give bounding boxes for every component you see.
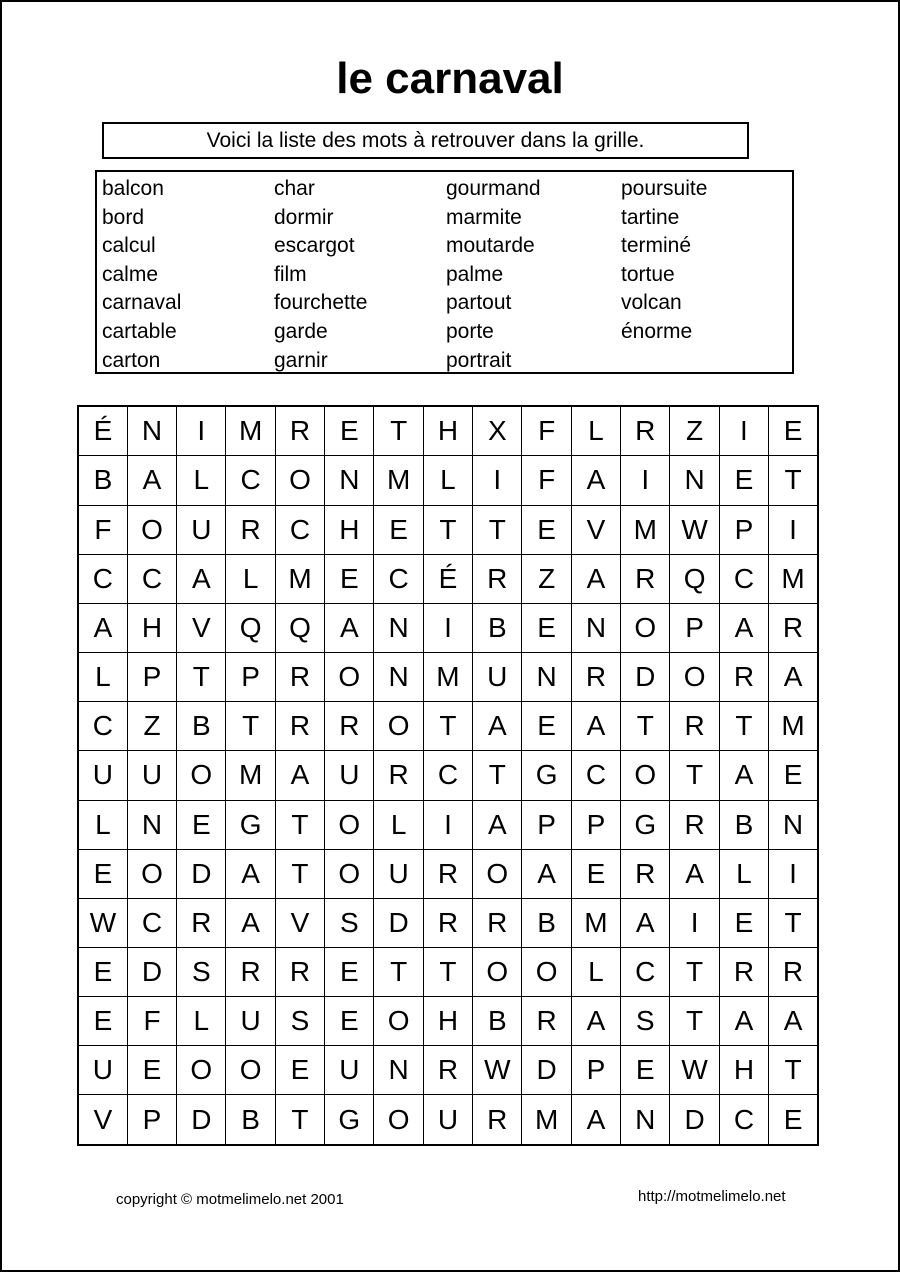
grid-cell-letter: R <box>621 554 670 603</box>
word-list-item: moutarde <box>446 234 535 258</box>
instruction-box <box>102 122 749 159</box>
grid-cell-letter: T <box>275 1095 324 1145</box>
grid-cell-letter: E <box>78 997 127 1046</box>
grid-cell-letter: G <box>325 1095 374 1145</box>
grid-cell-letter: P <box>670 603 719 652</box>
grid-cell-letter: M <box>275 554 324 603</box>
grid-cell-letter: X <box>473 406 522 456</box>
grid-row <box>78 406 818 456</box>
grid-cell-letter: E <box>275 1046 324 1095</box>
word-list-item: énorme <box>621 319 693 343</box>
grid-cell-letter: O <box>374 997 423 1046</box>
grid-cell-letter: R <box>621 849 670 898</box>
grid-cell-letter: A <box>571 554 620 603</box>
grid-cell-letter: E <box>325 997 374 1046</box>
grid-cell-letter: O <box>325 653 374 702</box>
grid-cell-letter: A <box>226 898 275 947</box>
grid-cell-letter: E <box>769 1095 818 1145</box>
grid-cell-letter: R <box>423 898 472 947</box>
word-list-item: calme <box>102 262 159 286</box>
grid-cell-letter: E <box>522 505 571 554</box>
grid-cell-letter: U <box>325 751 374 800</box>
grid-cell-letter: S <box>177 947 226 996</box>
grid-cell-letter: F <box>127 997 176 1046</box>
grid-cell-letter: E <box>78 849 127 898</box>
grid-cell-letter: U <box>374 849 423 898</box>
grid-cell-letter: E <box>177 800 226 849</box>
grid-cell-letter: O <box>621 603 670 652</box>
instruction-text: Voici la liste des mots à retrouver dans la grille. <box>206 128 645 152</box>
grid-cell-letter: R <box>473 898 522 947</box>
grid-cell-letter: É <box>423 554 472 603</box>
grid-cell-letter: M <box>571 898 620 947</box>
grid-cell-letter: G <box>621 800 670 849</box>
grid-cell-letter: W <box>473 1046 522 1095</box>
grid-cell-letter: L <box>571 947 620 996</box>
grid-cell-letter: A <box>177 554 226 603</box>
grid-cell-letter: L <box>78 653 127 702</box>
grid-cell-letter: O <box>473 849 522 898</box>
grid-row <box>78 1046 818 1095</box>
grid-cell-letter: A <box>571 997 620 1046</box>
grid-cell-letter: P <box>127 1095 176 1145</box>
grid-cell-letter: A <box>719 997 768 1046</box>
grid-cell-letter: A <box>127 456 176 505</box>
grid-cell-letter: Q <box>670 554 719 603</box>
grid-cell-letter: R <box>670 800 719 849</box>
grid-cell-letter: T <box>769 456 818 505</box>
grid-cell-letter: O <box>325 800 374 849</box>
grid-cell-letter: U <box>177 505 226 554</box>
grid-cell-letter: L <box>423 456 472 505</box>
grid-cell-letter: M <box>374 456 423 505</box>
grid-cell-letter: D <box>177 1095 226 1145</box>
grid-cell-letter: C <box>226 456 275 505</box>
grid-cell-letter: V <box>275 898 324 947</box>
grid-cell-letter: I <box>473 456 522 505</box>
grid-cell-letter: B <box>78 456 127 505</box>
grid-row <box>78 554 818 603</box>
grid-cell-letter: T <box>275 800 324 849</box>
grid-cell-letter: N <box>127 800 176 849</box>
grid-cell-letter: R <box>423 1046 472 1095</box>
grid-cell-letter: B <box>473 603 522 652</box>
grid-cell-letter: Z <box>522 554 571 603</box>
grid-cell-letter: O <box>127 505 176 554</box>
word-list-item: marmite <box>446 205 522 229</box>
grid-cell-letter: D <box>522 1046 571 1095</box>
grid-cell-letter: M <box>769 702 818 751</box>
grid-cell-letter: S <box>325 898 374 947</box>
grid-cell-letter: M <box>226 406 275 456</box>
word-list-item: calcul <box>102 234 156 258</box>
grid-cell-letter: I <box>769 505 818 554</box>
grid-cell-letter: R <box>226 505 275 554</box>
grid-cell-letter: R <box>275 406 324 456</box>
grid-cell-letter: U <box>78 1046 127 1095</box>
grid-cell-letter: E <box>571 849 620 898</box>
grid-cell-letter: D <box>127 947 176 996</box>
grid-cell-letter: V <box>571 505 620 554</box>
grid-cell-letter: A <box>670 849 719 898</box>
word-list-item: portrait <box>446 348 512 372</box>
grid-cell-letter: T <box>670 997 719 1046</box>
grid-cell-letter: E <box>78 947 127 996</box>
word-list-item: balcon <box>102 177 164 200</box>
grid-cell-letter: O <box>522 947 571 996</box>
grid-cell-letter: R <box>769 603 818 652</box>
grid-cell-letter: B <box>177 702 226 751</box>
grid-cell-letter: T <box>423 947 472 996</box>
grid-row <box>78 947 818 996</box>
grid-cell-letter: W <box>670 505 719 554</box>
grid-cell-letter: M <box>226 751 275 800</box>
grid-cell-letter: T <box>719 702 768 751</box>
grid-cell-letter: R <box>571 653 620 702</box>
grid-cell-letter: F <box>522 456 571 505</box>
grid-row <box>78 898 818 947</box>
grid-cell-letter: F <box>522 406 571 456</box>
grid-row <box>78 702 818 751</box>
grid-cell-letter: P <box>226 653 275 702</box>
grid-row <box>78 997 818 1046</box>
grid-cell-letter: C <box>719 1095 768 1145</box>
grid-row <box>78 603 818 652</box>
grid-cell-letter: I <box>719 406 768 456</box>
grid-cell-letter: N <box>374 1046 423 1095</box>
word-list-item: dormir <box>274 205 334 229</box>
grid-cell-letter: D <box>621 653 670 702</box>
grid-cell-letter: R <box>670 702 719 751</box>
grid-cell-letter: O <box>374 1095 423 1145</box>
word-list-column-4 <box>621 175 707 347</box>
grid-cell-letter: R <box>226 947 275 996</box>
grid-cell-letter: N <box>621 1095 670 1145</box>
grid-cell-letter: B <box>719 800 768 849</box>
grid-cell-letter: I <box>177 406 226 456</box>
grid-cell-letter: A <box>571 456 620 505</box>
word-list-column-2 <box>274 175 367 375</box>
grid-cell-letter: I <box>423 603 472 652</box>
word-list-item: volcan <box>621 291 682 315</box>
grid-cell-letter: T <box>670 947 719 996</box>
grid-cell-letter: C <box>423 751 472 800</box>
grid-cell-letter: R <box>423 849 472 898</box>
grid-cell-letter: E <box>621 1046 670 1095</box>
grid-cell-letter: H <box>325 505 374 554</box>
word-list-item: film <box>274 262 307 286</box>
grid-row <box>78 456 818 505</box>
grid-cell-letter: T <box>374 406 423 456</box>
word-list-column-1 <box>102 175 181 375</box>
grid-cell-letter: T <box>621 702 670 751</box>
grid-cell-letter: G <box>226 800 275 849</box>
grid-cell-letter: R <box>473 1095 522 1145</box>
grid-cell-letter: U <box>78 751 127 800</box>
grid-cell-letter: D <box>670 1095 719 1145</box>
grid-cell-letter: T <box>670 751 719 800</box>
grid-cell-letter: A <box>769 653 818 702</box>
grid-cell-letter: T <box>423 702 472 751</box>
grid-cell-letter: C <box>275 505 324 554</box>
grid-cell-letter: O <box>670 653 719 702</box>
grid-cell-letter: E <box>522 702 571 751</box>
grid-cell-letter: P <box>522 800 571 849</box>
grid-cell-letter: E <box>325 554 374 603</box>
grid-cell-letter: B <box>522 898 571 947</box>
grid-cell-letter: R <box>374 751 423 800</box>
grid-cell-letter: T <box>769 898 818 947</box>
grid-cell-letter: B <box>473 997 522 1046</box>
grid-cell-letter: T <box>473 505 522 554</box>
grid-cell-letter: D <box>374 898 423 947</box>
word-search-grid-body <box>78 406 818 1145</box>
word-list-item: char <box>274 177 315 200</box>
grid-cell-letter: O <box>621 751 670 800</box>
grid-cell-letter: L <box>177 456 226 505</box>
grid-row <box>78 653 818 702</box>
grid-cell-letter: M <box>769 554 818 603</box>
grid-cell-letter: H <box>719 1046 768 1095</box>
grid-cell-letter: S <box>275 997 324 1046</box>
grid-cell-letter: I <box>670 898 719 947</box>
grid-cell-letter: U <box>127 751 176 800</box>
word-list-item: tortue <box>621 262 675 286</box>
grid-row <box>78 849 818 898</box>
word-list-item: fourchette <box>274 291 368 315</box>
word-list-column-3 <box>446 175 541 375</box>
word-list-item: escargot <box>274 234 355 258</box>
grid-cell-letter: B <box>226 1095 275 1145</box>
grid-cell-letter: R <box>275 653 324 702</box>
grid-cell-letter: M <box>522 1095 571 1145</box>
word-search-grid <box>77 405 819 1146</box>
grid-cell-letter: P <box>571 1046 620 1095</box>
grid-cell-letter: C <box>374 554 423 603</box>
grid-cell-letter: N <box>374 653 423 702</box>
grid-cell-letter: N <box>374 603 423 652</box>
grid-cell-letter: P <box>127 653 176 702</box>
grid-cell-letter: Q <box>275 603 324 652</box>
word-list-item: bord <box>102 205 145 229</box>
grid-cell-letter: C <box>78 554 127 603</box>
grid-cell-letter: C <box>127 898 176 947</box>
word-list-item: terminé <box>621 234 692 258</box>
grid-cell-letter: T <box>226 702 275 751</box>
grid-cell-letter: R <box>275 702 324 751</box>
word-list-item: tartine <box>621 205 680 229</box>
grid-cell-letter: R <box>325 702 374 751</box>
grid-cell-letter: A <box>522 849 571 898</box>
grid-cell-letter: A <box>571 1095 620 1145</box>
grid-cell-letter: V <box>177 603 226 652</box>
grid-cell-letter: T <box>473 751 522 800</box>
grid-cell-letter: O <box>177 1046 226 1095</box>
grid-cell-letter: E <box>325 406 374 456</box>
grid-cell-letter: R <box>522 997 571 1046</box>
grid-cell-letter: I <box>621 456 670 505</box>
grid-row <box>78 751 818 800</box>
grid-cell-letter: A <box>226 849 275 898</box>
website-url-text: http://motmelimelo.net <box>638 1188 786 1205</box>
grid-cell-letter: E <box>769 751 818 800</box>
grid-cell-letter: A <box>473 702 522 751</box>
grid-cell-letter: I <box>423 800 472 849</box>
page-title: le carnaval <box>336 54 564 103</box>
grid-cell-letter: L <box>374 800 423 849</box>
grid-cell-letter: L <box>226 554 275 603</box>
word-list-item: porte <box>446 319 494 343</box>
grid-row <box>78 1095 818 1145</box>
grid-cell-letter: R <box>769 947 818 996</box>
grid-cell-letter: P <box>571 800 620 849</box>
word-list-item: carton <box>102 348 161 372</box>
word-list-item: gourmand <box>446 177 541 200</box>
grid-cell-letter: N <box>522 653 571 702</box>
grid-cell-letter: L <box>78 800 127 849</box>
grid-cell-letter: E <box>719 456 768 505</box>
word-list-item: garnir <box>274 348 328 372</box>
grid-cell-letter: R <box>177 898 226 947</box>
grid-cell-letter: Z <box>127 702 176 751</box>
grid-cell-letter: R <box>719 653 768 702</box>
grid-cell-letter: A <box>719 751 768 800</box>
grid-cell-letter: U <box>473 653 522 702</box>
grid-cell-letter: D <box>177 849 226 898</box>
word-list-item: cartable <box>102 319 177 343</box>
grid-cell-letter: N <box>769 800 818 849</box>
grid-cell-letter: R <box>473 554 522 603</box>
grid-cell-letter: M <box>621 505 670 554</box>
grid-cell-letter: V <box>78 1095 127 1145</box>
grid-cell-letter: O <box>374 702 423 751</box>
grid-cell-letter: W <box>78 898 127 947</box>
grid-cell-letter: E <box>127 1046 176 1095</box>
grid-cell-letter: E <box>719 898 768 947</box>
grid-cell-letter: T <box>177 653 226 702</box>
word-list-item: carnaval <box>102 291 182 315</box>
grid-cell-letter: F <box>78 505 127 554</box>
grid-cell-letter: H <box>423 997 472 1046</box>
grid-cell-letter: H <box>127 603 176 652</box>
grid-row <box>78 505 818 554</box>
grid-cell-letter: L <box>719 849 768 898</box>
grid-cell-letter: A <box>473 800 522 849</box>
grid-row <box>78 800 818 849</box>
grid-cell-letter: A <box>275 751 324 800</box>
grid-cell-letter: A <box>769 997 818 1046</box>
grid-cell-letter: T <box>423 505 472 554</box>
grid-cell-letter: A <box>719 603 768 652</box>
grid-cell-letter: U <box>423 1095 472 1145</box>
grid-cell-letter: A <box>78 603 127 652</box>
grid-cell-letter: O <box>127 849 176 898</box>
word-list-item: partout <box>446 291 512 315</box>
grid-cell-letter: E <box>769 406 818 456</box>
grid-cell-letter: R <box>719 947 768 996</box>
grid-cell-letter: T <box>374 947 423 996</box>
grid-cell-letter: O <box>226 1046 275 1095</box>
copyright-text: copyright © motmelimelo.net 2001 <box>116 1191 344 1208</box>
grid-cell-letter: T <box>275 849 324 898</box>
grid-cell-letter: E <box>374 505 423 554</box>
grid-cell-letter: N <box>670 456 719 505</box>
word-list-box <box>95 170 794 374</box>
grid-cell-letter: A <box>571 702 620 751</box>
grid-cell-letter: C <box>621 947 670 996</box>
grid-cell-letter: W <box>670 1046 719 1095</box>
grid-cell-letter: O <box>325 849 374 898</box>
grid-cell-letter: N <box>127 406 176 456</box>
grid-cell-letter: C <box>78 702 127 751</box>
grid-cell-letter: R <box>275 947 324 996</box>
grid-cell-letter: A <box>621 898 670 947</box>
grid-cell-letter: R <box>621 406 670 456</box>
grid-cell-letter: L <box>571 406 620 456</box>
grid-cell-letter: O <box>177 751 226 800</box>
grid-cell-letter: Z <box>670 406 719 456</box>
grid-cell-letter: E <box>325 947 374 996</box>
grid-cell-letter: A <box>325 603 374 652</box>
grid-cell-letter: P <box>719 505 768 554</box>
grid-cell-letter: T <box>769 1046 818 1095</box>
grid-cell-letter: I <box>769 849 818 898</box>
word-list-item: poursuite <box>621 177 708 200</box>
grid-cell-letter: U <box>325 1046 374 1095</box>
grid-cell-letter: U <box>226 997 275 1046</box>
grid-cell-letter: S <box>621 997 670 1046</box>
grid-cell-letter: L <box>177 997 226 1046</box>
grid-cell-letter: É <box>78 406 127 456</box>
grid-cell-letter: E <box>522 603 571 652</box>
grid-cell-letter: O <box>275 456 324 505</box>
grid-cell-letter: N <box>571 603 620 652</box>
grid-cell-letter: G <box>522 751 571 800</box>
grid-cell-letter: C <box>719 554 768 603</box>
grid-cell-letter: C <box>127 554 176 603</box>
grid-cell-letter: M <box>423 653 472 702</box>
grid-cell-letter: C <box>571 751 620 800</box>
grid-cell-letter: H <box>423 406 472 456</box>
word-list-item: garde <box>274 319 328 343</box>
grid-cell-letter: O <box>473 947 522 996</box>
grid-cell-letter: N <box>325 456 374 505</box>
grid-cell-letter: Q <box>226 603 275 652</box>
word-list-item: palme <box>446 262 504 286</box>
